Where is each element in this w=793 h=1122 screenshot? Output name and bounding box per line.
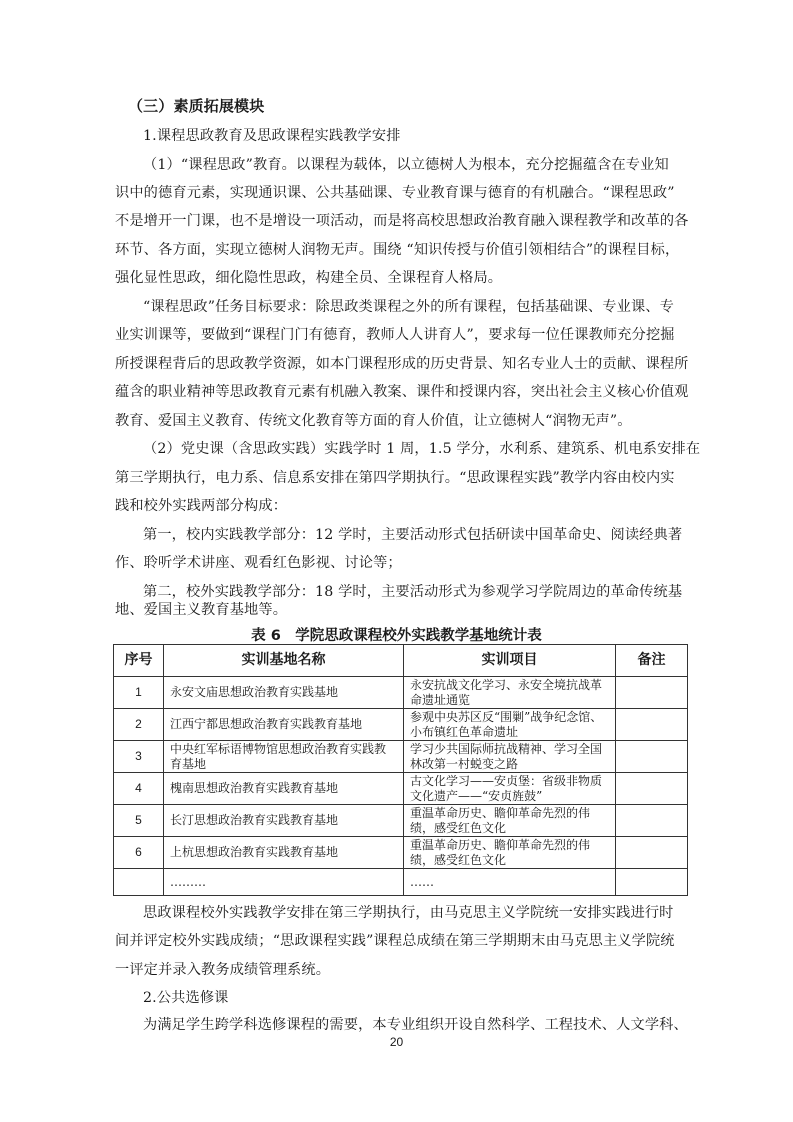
paragraph-line: 间并评定校外实践成绩；“思政课程实践”课程总成绩在第三学期期末由马克思主义学院统 — [115, 933, 675, 949]
header-note: 备注 — [616, 645, 688, 677]
paragraph-line: （1）“课程思政”教育。以课程为载体，以立德树人为根本，充分挖掘蕴含在专业知 — [143, 157, 669, 173]
paragraph-line: “课程思政”任务目标要求：除思政类课程之外的所有课程，包括基础课、专业课、专 — [143, 299, 674, 315]
cell-project: 永安抗战文化学习、永安全境抗战革命遗址通览 — [404, 677, 616, 709]
paragraph-line: 作、聆听学术讲座、观看红色影视、讨论等； — [115, 555, 402, 571]
cell-no: 2 — [114, 709, 164, 741]
cell-base-name: 长汀思想政治教育实践教育基地 — [164, 805, 404, 837]
cell-base-name: 永安文庙思想政治教育实践基地 — [164, 677, 404, 709]
subheading-course-ideology: 1.课程思政教育及思政课程实践教学安排 — [143, 128, 401, 144]
practice-base-table — [113, 644, 688, 896]
table-header-row — [114, 645, 688, 677]
paragraph-line: 业实训课等，要做到“课程门门有德育，教师人人讲育人”，要求每一位任课教师充分挖掘 — [115, 327, 675, 343]
cell-note — [616, 773, 688, 805]
section-heading: （三）素质拓展模块 — [128, 97, 265, 115]
cell-project: 古文化学习——安贞堡：省级非物质文化遗产——“安贞旌鼓” — [404, 773, 616, 805]
table-row — [114, 869, 688, 896]
paragraph-line: 为满足学生跨学科选修课程的需要，本专业组织开设自然科学、工程技术、人文学科、 — [143, 1017, 688, 1033]
cell-note — [616, 837, 688, 869]
paragraph-line: 第二，校外实践教学部分：18 学时，主要活动形式为参观学习学院周边的革命传统基 — [143, 584, 683, 600]
cell-base-name: 上杭思想政治教育实践教育基地 — [164, 837, 404, 869]
paragraph-line: 蕴含的职业精神等思政教育元素有机融入教案、课件和授课内容，突出社会主义核心价值观 — [115, 384, 689, 400]
table-row — [114, 837, 688, 869]
table-row — [114, 773, 688, 805]
cell-no: 6 — [114, 837, 164, 869]
paragraph-line: 践和校外实践两部分构成： — [115, 498, 288, 514]
cell-note — [616, 741, 688, 773]
cell-project: 重温革命历史、瞻仰革命先烈的伟绩，感受红色文化 — [404, 837, 616, 869]
cell-no: 4 — [114, 773, 164, 805]
paragraph-line: 第三学期执行，电力系、信息系安排在第四学期执行。“思政课程实践”教学内容由校内实 — [115, 470, 675, 486]
paragraph-line: 地、爱国主义教育基地等。 — [115, 602, 288, 618]
cell-note — [616, 677, 688, 709]
paragraph-line: 教育、爱国主义教育、传统文化教育等方面的育人价值，让立德树人“润物无声”。 — [115, 413, 632, 429]
cell-project: 学习少共国际师抗战精神、学习全国林改第一村蜕变之路 — [404, 741, 616, 773]
paragraph-line: 一评定并录入教务成绩管理系统。 — [115, 962, 331, 978]
table-row — [114, 805, 688, 837]
table-row — [114, 709, 688, 741]
table-row — [114, 741, 688, 773]
paragraph-line: 环节、各方面，实现立德树人润物无声。围绕 “知识传授与价值引领相结合”的课程目标， — [115, 242, 680, 258]
table-caption: 表 6 学院思政课程校外实践教学基地统计表 — [251, 628, 542, 644]
paragraph-line: 不是增开一门课，也不是增设一项活动，而是将高校思想政治教育融入课程教学和改革的各 — [115, 213, 689, 229]
header-base-name: 实训基地名称 — [164, 645, 404, 677]
paragraph-line: 思政课程校外实践教学安排在第三学期执行，由马克思主义学院统一安排实践进行时 — [143, 905, 674, 921]
cell-no — [114, 869, 164, 896]
paragraph-line: 第一，校内实践教学部分：12 学时，主要活动形式包括研读中国革命史、阅读经典著 — [143, 527, 683, 543]
paragraph-line: 所授课程背后的思政教学资源，如本门课程形成的历史背景、知名专业人士的贡献、课程所 — [115, 356, 689, 372]
paragraph-line: （2）党史课（含思政实践）实践学时 1 周，1.5 学分，水利系、建筑系、机电系安排在 — [143, 441, 701, 457]
cell-project: …… — [404, 869, 616, 896]
cell-no: 5 — [114, 805, 164, 837]
cell-note — [616, 869, 688, 896]
header-no: 序号 — [114, 645, 164, 677]
cell-base-name: 江西宁都思想政治教育实践教育基地 — [164, 709, 404, 741]
cell-base-name: ……… — [164, 869, 404, 896]
table-row — [114, 677, 688, 709]
header-project: 实训项目 — [404, 645, 616, 677]
cell-project: 重温革命历史、瞻仰革命先烈的伟绩，感受红色文化 — [404, 805, 616, 837]
paragraph-line: 识中的德育元素，实现通识课、公共基础课、专业教育课与德育的有机融合。“课程思政” — [115, 185, 675, 201]
cell-project: 参观中央苏区反“围剿”战争纪念馆、小布镇红色革命遗址 — [404, 709, 616, 741]
cell-note — [616, 709, 688, 741]
cell-base-name: 槐南思想政治教育实践教育基地 — [164, 773, 404, 805]
cell-note — [616, 805, 688, 837]
cell-base-name: 中央红军标语博物馆思想政治教育实践教育基地 — [164, 741, 404, 773]
subheading-electives: 2.公共选修课 — [143, 990, 229, 1006]
page-number: 20 — [389, 1035, 404, 1049]
paragraph-line: 强化显性思政，细化隐性思政，构建全员、全课程育人格局。 — [115, 270, 503, 286]
cell-no: 1 — [114, 677, 164, 709]
cell-no: 3 — [114, 741, 164, 773]
